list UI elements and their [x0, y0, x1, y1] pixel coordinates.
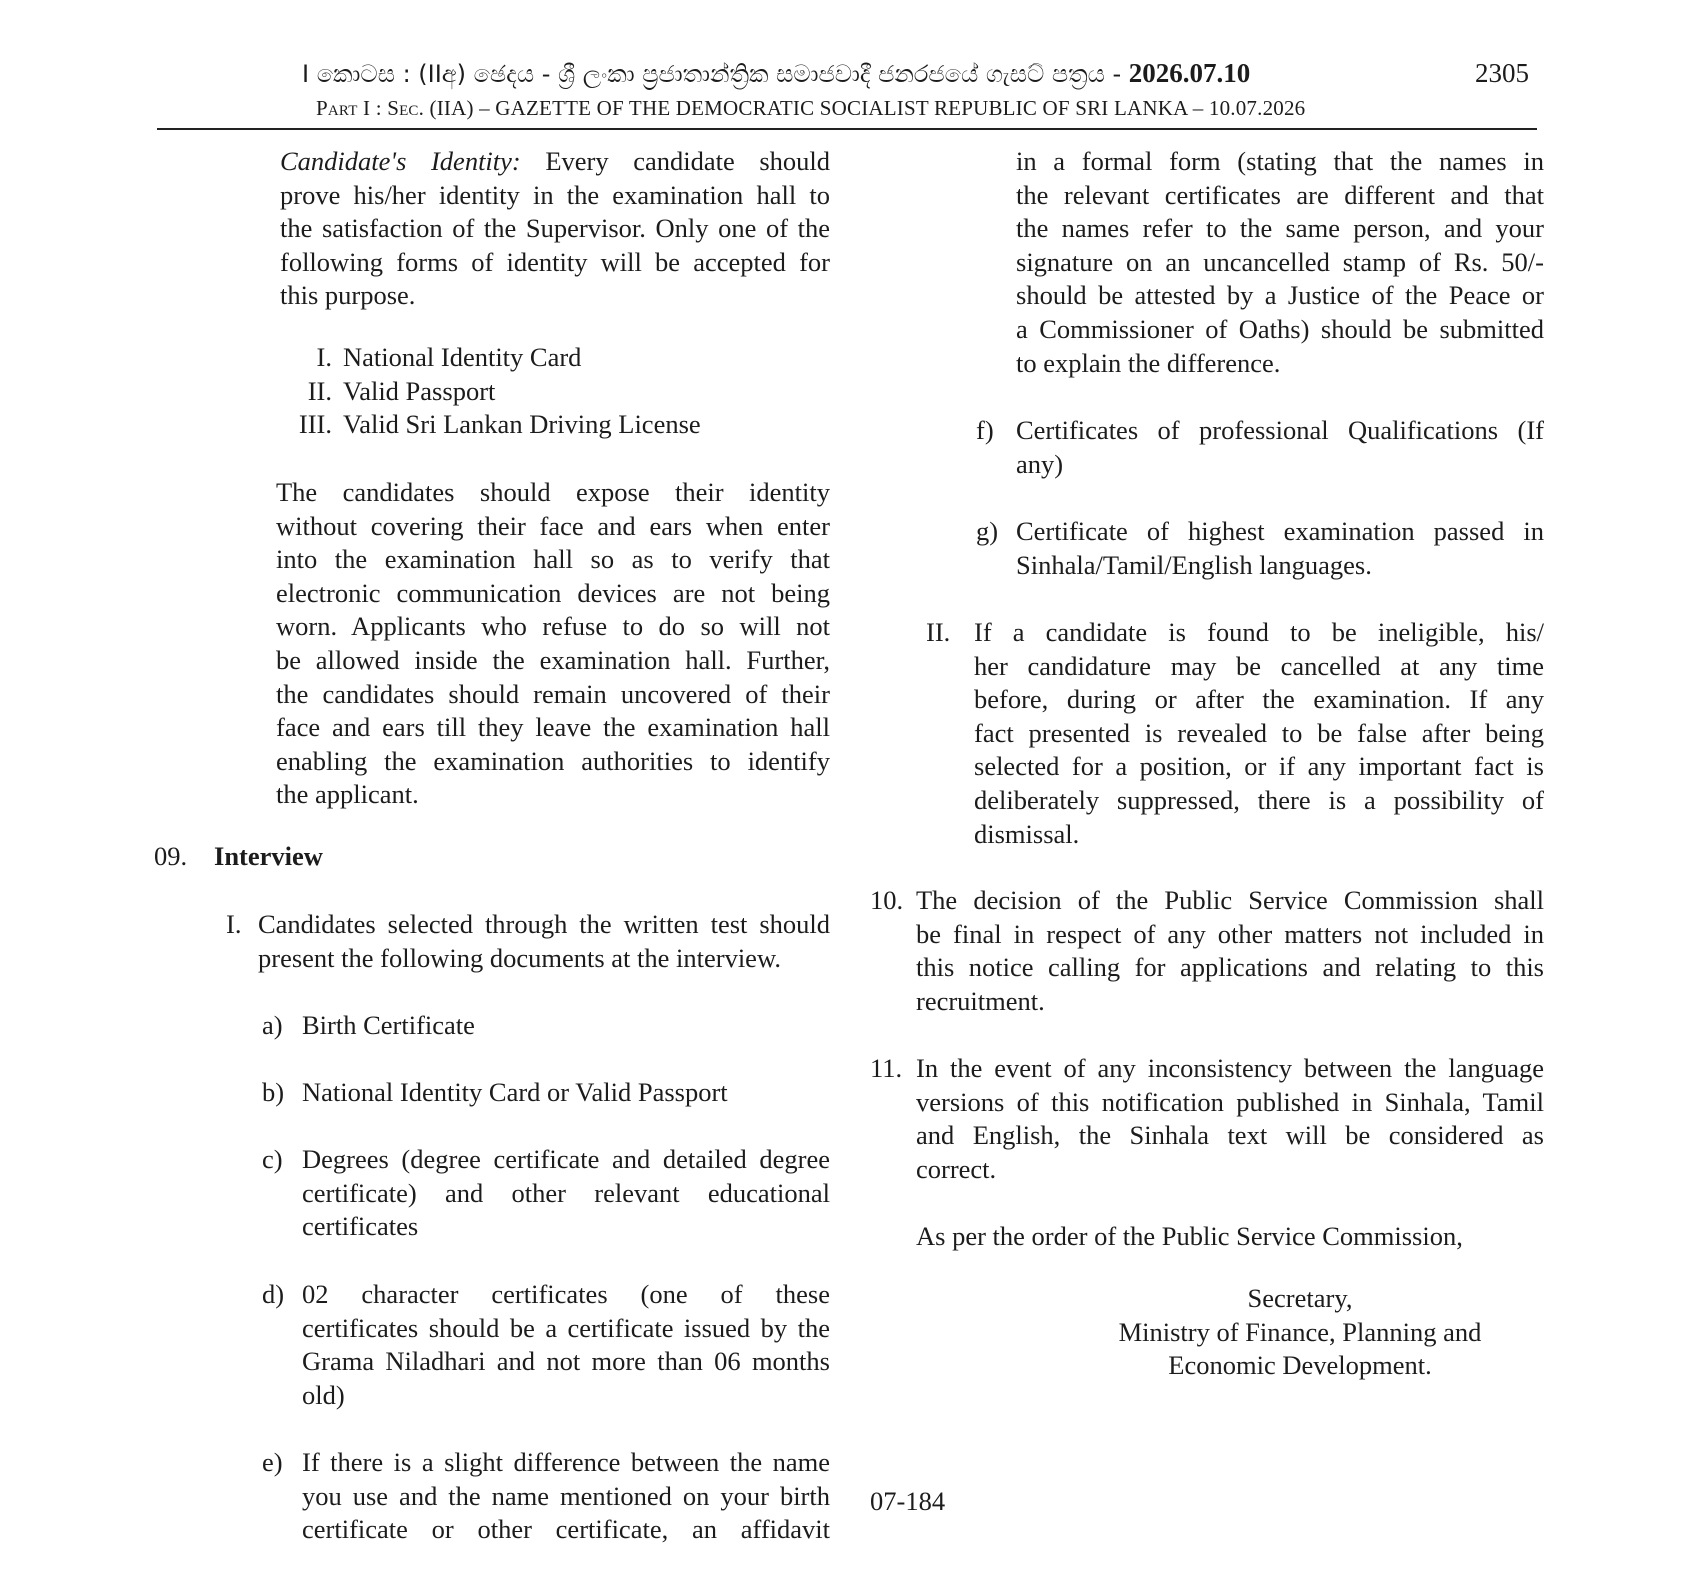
- list-item-text: Valid Sri Lankan Driving License: [343, 409, 701, 440]
- doc-item-a: [262, 1009, 830, 1043]
- expose-line: worn. Applicants who refuse to do so will not: [276, 611, 830, 642]
- list-item-num: I.: [226, 909, 242, 939]
- section-title: Interview: [214, 841, 323, 871]
- section-11-line: correct.: [916, 1153, 997, 1184]
- doc-line: certificate) and other relevant educational: [302, 1177, 830, 1208]
- section-10: [870, 884, 1544, 1018]
- doc-line: old): [302, 1379, 345, 1410]
- ii-line: If a candidate is found to be ineligible, his/: [974, 617, 1544, 647]
- doc-label: b): [262, 1077, 285, 1107]
- section-11: [870, 1052, 1544, 1186]
- expose-line: without covering their face and ears when enter: [276, 510, 830, 541]
- sinhala-header: [302, 56, 1402, 91]
- doc-line: Degrees (degree certificate and detailed degree: [302, 1144, 830, 1174]
- identity-line: Every candidate should: [520, 146, 830, 176]
- english-header-rest: (IIA) – GAZETTE OF THE DEMOCRATIC SOCIALIST REPUBLIC OF SRI LANKA – 10.07.2026: [429, 96, 1306, 120]
- section-10-line: be final in respect of any other matters not included in: [916, 918, 1544, 949]
- doc-line: should be attested by a Justice of the Peace or: [1016, 280, 1544, 311]
- expose-line: electronic communication devices are not being: [276, 577, 830, 608]
- section-10-line: recruitment.: [916, 985, 1045, 1016]
- expose-line: The candidates should expose their identity: [276, 477, 830, 507]
- reference-number: 07-184: [870, 1486, 946, 1516]
- english-header-sec: Sec.: [387, 96, 425, 120]
- section-number: 10.: [870, 885, 904, 915]
- identity-line: the satisfaction of the Supervisor. Only one of the: [280, 213, 830, 244]
- doc-item-b: [262, 1076, 830, 1110]
- section-11-line: and English, the Sinhala text will be considered as: [916, 1120, 1544, 1151]
- doc-line: in a formal form (stating that the names in: [1016, 146, 1544, 176]
- doc-line: Sinhala/Tamil/English languages.: [1016, 549, 1372, 580]
- doc-line: Grama Niladhari and not more than 06 months: [302, 1346, 830, 1377]
- doc-line: Certificates of professional Qualifications (If: [1016, 415, 1544, 445]
- ii-line: dismissal.: [974, 818, 1080, 849]
- section-11-line: In the event of any inconsistency between the language: [916, 1053, 1544, 1083]
- doc-line: a Commissioner of Oaths) should be submitted: [1016, 313, 1544, 344]
- signature-line: Ministry of Finance, Planning and: [1118, 1316, 1482, 1347]
- list-item-num: II.: [926, 617, 951, 647]
- section-number: 09.: [154, 841, 188, 871]
- sinhala-header-text: I කොටස : (IIඅ) ඡෙදය - ශ්‍රී ලංකා ප්‍රජාතාන්ත්‍රික සමාජවාදී ජනරජයේ ගැසට් පත්‍රය -: [302, 60, 1129, 88]
- doc-item-d: [262, 1278, 830, 1412]
- doc-line: If there is a slight difference between the name: [302, 1447, 830, 1477]
- ii-line: fact presented is revealed to be false after being: [974, 717, 1544, 748]
- list-item-num: III.: [298, 409, 332, 440]
- doc-line: 02 character certificates (one of these: [302, 1279, 830, 1309]
- list-item: [280, 341, 840, 375]
- doc-line: signature on an uncancelled stamp of Rs. 50/-: [1016, 246, 1544, 277]
- doc-label: e): [262, 1447, 283, 1477]
- interview-item-ii: [926, 616, 1544, 851]
- doc-line: Certificate of highest examination passed in: [1016, 516, 1544, 546]
- signature-line: Secretary,: [1247, 1283, 1353, 1313]
- doc-line: the relevant certificates are different and that: [1016, 179, 1544, 210]
- section-11-line: versions of this notification published in Sinhala, Tamil: [916, 1086, 1544, 1117]
- expose-line: face and ears till they leave the examination hall: [276, 712, 830, 743]
- list-item-text: Valid Passport: [343, 375, 496, 406]
- section-10-line: The decision of the Public Service Commission shall: [916, 885, 1544, 915]
- doc-item-c: [262, 1143, 830, 1244]
- doc-line: certificates: [302, 1211, 419, 1242]
- list-item: [280, 375, 840, 409]
- section-10-line: this notice calling for applications and relating to this: [916, 952, 1544, 983]
- doc-line: National Identity Card or Valid Passport: [302, 1077, 728, 1107]
- doc-line: the names refer to the same person, and your: [1016, 213, 1544, 244]
- doc-line: you use and the name mentioned on your birth: [302, 1480, 830, 1511]
- english-header-part: Part: [316, 96, 358, 120]
- doc-label: a): [262, 1010, 283, 1040]
- doc-line: certificates should be a certificate issued by the: [302, 1312, 830, 1343]
- doc-line: to explain the difference.: [1016, 347, 1281, 378]
- english-header: [316, 95, 1305, 121]
- doc-line: any): [1016, 448, 1064, 479]
- list-item-num: II.: [307, 375, 332, 406]
- signature-block: [1020, 1282, 1580, 1383]
- ii-line: deliberately suppressed, there is a possibility of: [974, 784, 1544, 815]
- interview-item: [222, 908, 830, 975]
- expose-line: the applicant.: [276, 779, 419, 810]
- order-line: As per the order of the Public Service Commission,: [916, 1221, 1463, 1251]
- doc-line: Birth Certificate: [302, 1010, 475, 1040]
- signature-line: Economic Development.: [1168, 1350, 1432, 1381]
- english-header-part-num: I :: [363, 96, 382, 120]
- section-number: 11.: [870, 1053, 903, 1083]
- doc-item-f: [976, 414, 1544, 481]
- page-number: 2305: [1475, 58, 1529, 88]
- doc-label: d): [262, 1279, 285, 1309]
- interview-line: present the following documents at the interview.: [258, 942, 781, 973]
- list-item-num: I.: [316, 342, 332, 372]
- doc-item-g: [976, 515, 1544, 582]
- doc-label: g): [976, 516, 999, 546]
- identity-paragraph: [280, 145, 830, 313]
- ii-line: selected for a position, or if any important fact is: [974, 751, 1544, 782]
- list-item-text: National Identity Card: [343, 342, 582, 372]
- ii-line: her candidature may be cancelled at any time: [974, 650, 1544, 681]
- expose-line: enabling the examination authorities to identify: [276, 745, 830, 776]
- sinhala-header-date: 2026.07.10: [1128, 58, 1251, 88]
- expose-paragraph: [276, 476, 830, 812]
- header-rule: [157, 128, 1537, 130]
- expose-line: the candidates should remain uncovered of their: [276, 678, 830, 709]
- identity-line: prove his/her identity in the examination hall to: [280, 179, 830, 210]
- doc-item-e: [262, 1446, 830, 1547]
- doc-item-e-continued: [1016, 145, 1544, 380]
- interview-line: Candidates selected through the written test should: [258, 909, 830, 939]
- expose-line: be allowed inside the examination hall. Further,: [276, 644, 830, 675]
- doc-label: f): [976, 415, 994, 445]
- doc-label: c): [262, 1144, 283, 1174]
- list-item: [280, 408, 840, 442]
- section-09-heading: [154, 840, 554, 874]
- ii-line: before, during or after the examination. If any: [974, 684, 1544, 715]
- doc-line: certificate or other certificate, an affidavit: [302, 1514, 830, 1545]
- id-forms-list: [280, 341, 840, 442]
- identity-line: this purpose.: [280, 280, 416, 311]
- expose-line: into the examination hall so as to verify that: [276, 544, 830, 575]
- identity-line: following forms of identity will be accepted for: [280, 246, 830, 277]
- identity-heading: Candidate's Identity:: [280, 146, 521, 176]
